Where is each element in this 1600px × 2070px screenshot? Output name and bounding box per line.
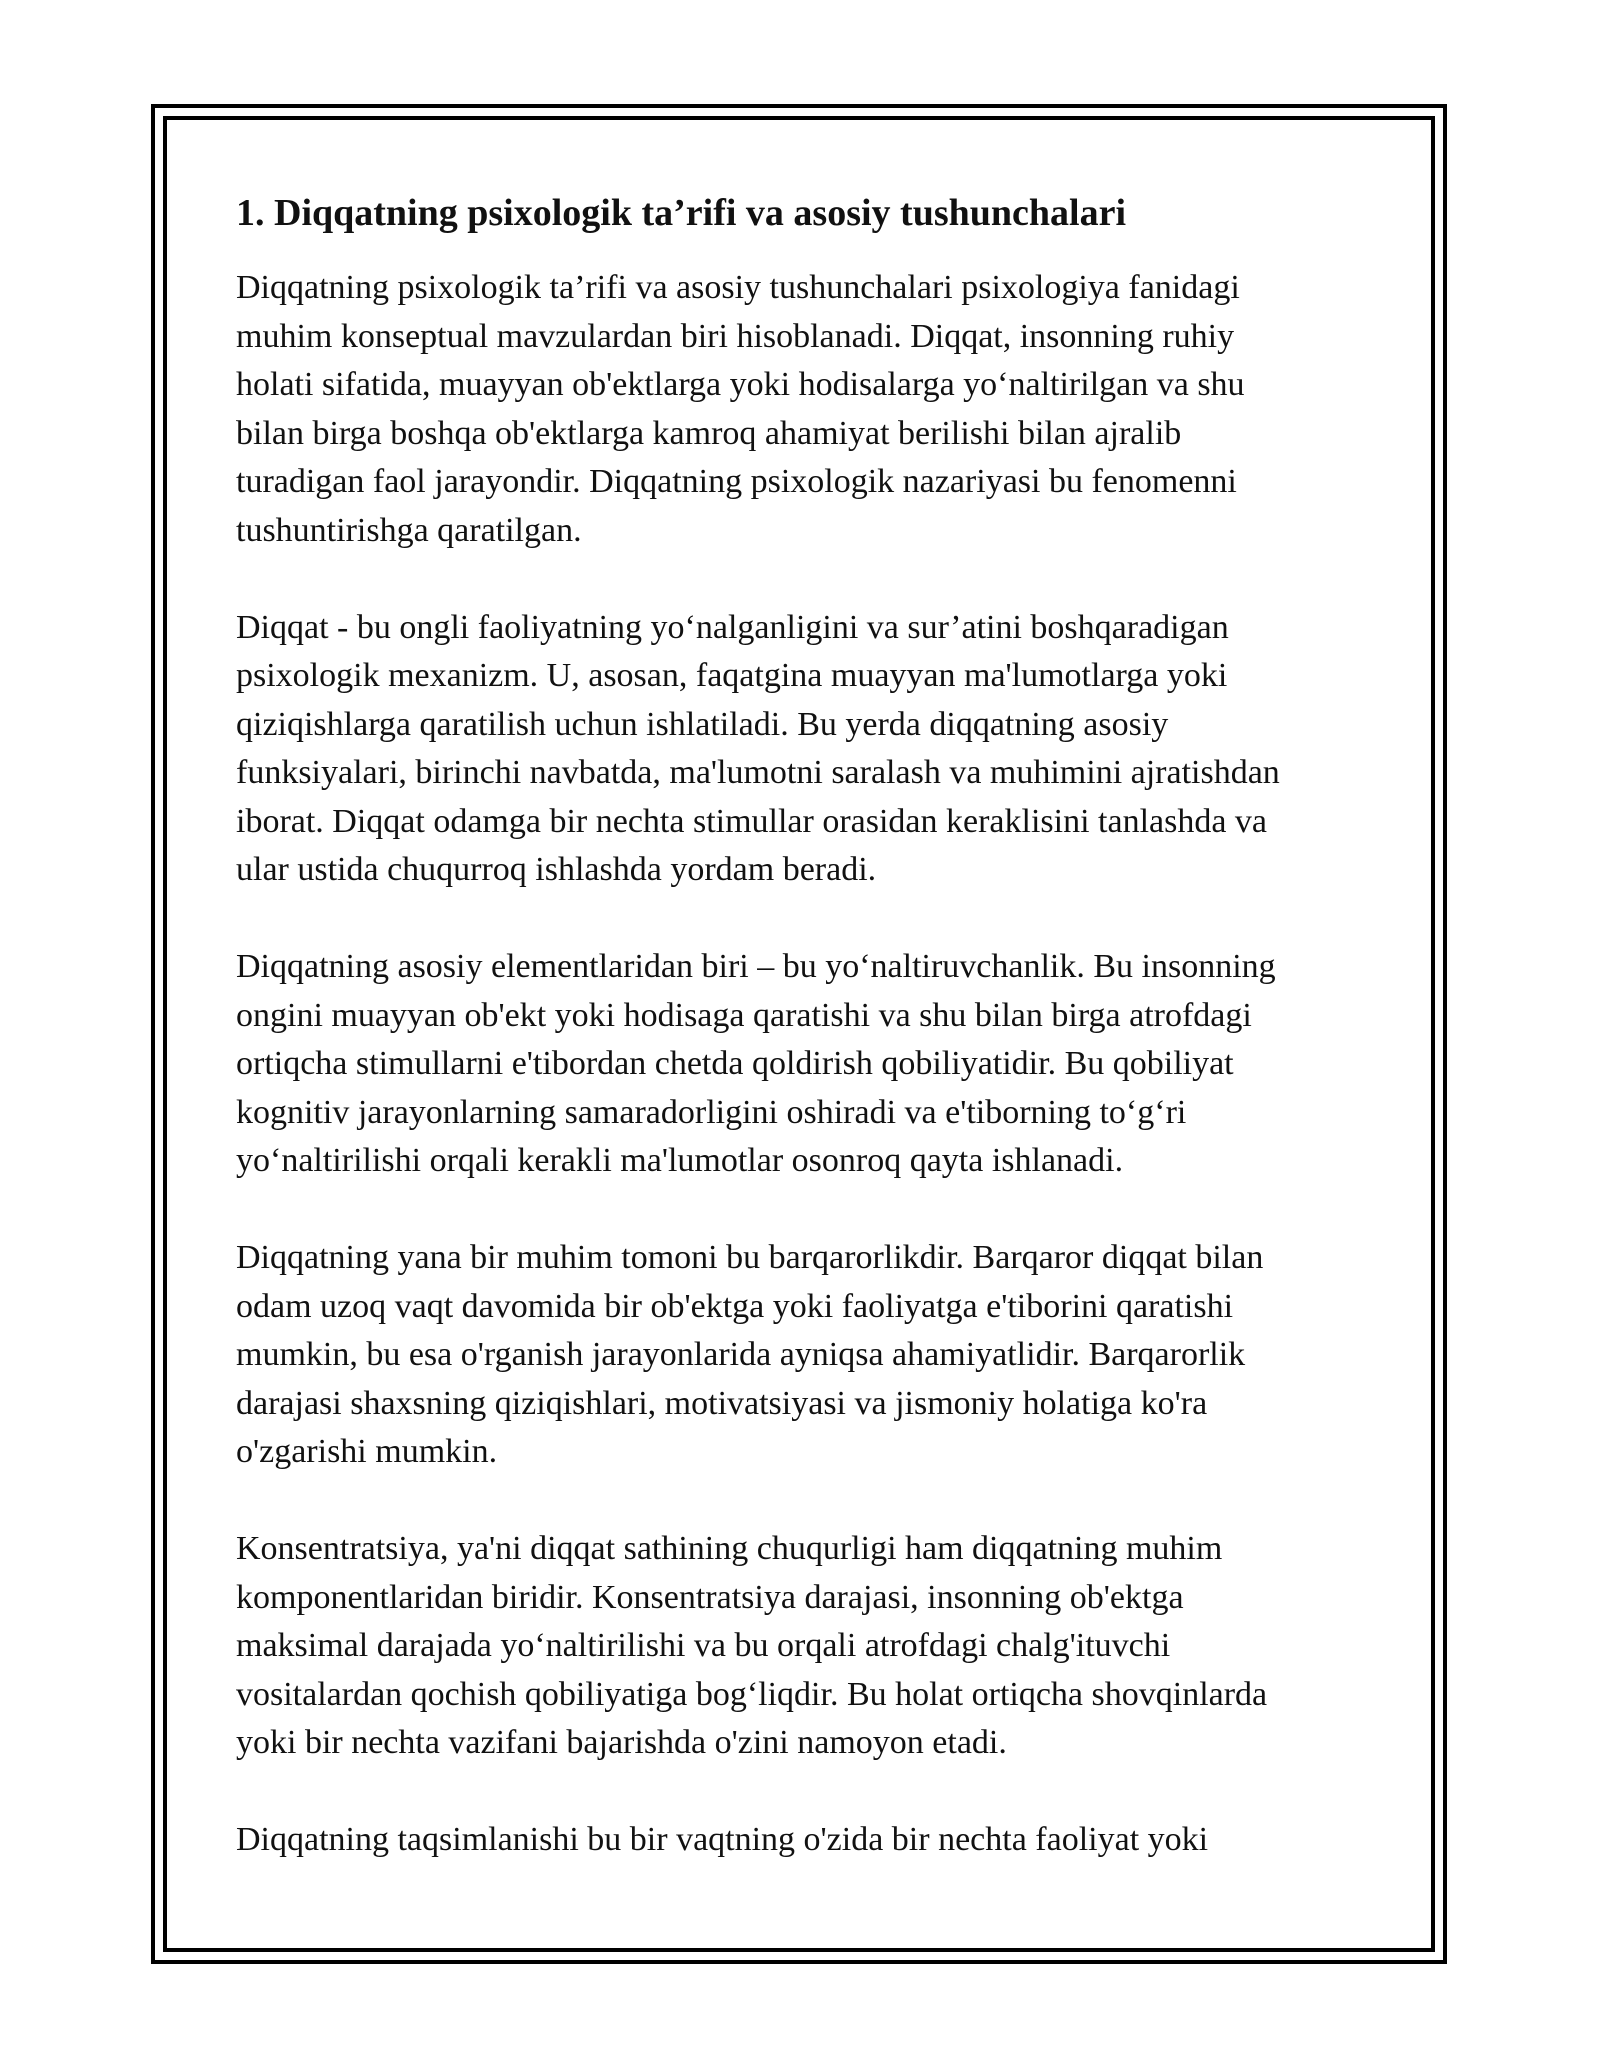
text-line: turadigan faol jarayondir. Diqqatning psixologik nazariyasi bu fenomenni <box>236 463 1237 500</box>
text-line: psixologik mexanizm. U, asosan, faqatgina muayyan ma'lumotlarga yoki <box>236 657 1228 694</box>
text-line: mumkin, bu esa o'rganish jarayonlarida ayniqsa ahamiyatlidir. Barqarorlik <box>236 1336 1246 1373</box>
text-line: holati sifatida, muayyan ob'ektlarga yoki hodisalarga yo‘naltirilgan va shu <box>236 366 1245 403</box>
section-heading: 1. Diqqatning psixologik ta’rifi va asosiy tushunchalari <box>236 192 1127 234</box>
text-line: o'zgarishi mumkin. <box>236 1433 498 1470</box>
document-body <box>236 188 1386 1913</box>
text-line: ular ustida chuqurroq ishlashda yordam beradi. <box>236 851 877 888</box>
text-line: Diqqatning taqsimlanishi bu bir vaqtning o'zida bir nechta faoliyat yoki <box>236 1821 1209 1858</box>
text-line: ortiqcha stimullarni e'tibordan chetda qoldirish qobiliyatidir. Bu qobiliyat <box>236 1045 1234 1082</box>
text-line: komponentlaridan biridir. Konsentratsiya darajasi, insonning ob'ektga <box>236 1578 1184 1616</box>
paragraph-6 <box>236 1816 1386 1865</box>
text-line: ongini muayyan ob'ekt yoki hodisaga qaratishi va shu bilan birga atrofdagi <box>236 996 1252 1034</box>
text-line: maksimal darajada yo‘naltirilishi va bu orqali atrofdagi chalg'ituvchi <box>236 1627 1171 1664</box>
text-line: Diqqatning asosiy elementlaridan biri – bu yo‘naltiruvchanlik. Bu insonning <box>236 948 1276 985</box>
text-line: iborat. Diqqat odamga bir nechta stimullar orasidan keraklisini tanlashda va <box>236 802 1268 840</box>
text-line: Diqqatning yana bir muhim tomoni bu barqarorlikdir. Barqaror diqqat bilan <box>236 1239 1264 1276</box>
text-line: odam uzoq vaqt davomida bir ob'ektga yoki faoliyatga e'tiborini qaratishi <box>236 1287 1234 1325</box>
paragraph-1 <box>236 264 1386 555</box>
text-line: darajasi shaxsning qiziqishlari, motivatsiyasi va jismoniy holatiga ko'ra <box>236 1384 1208 1422</box>
text-line: muhim konseptual mavzulardan biri hisoblanadi. Diqqat, insonning ruhiy <box>236 317 1235 355</box>
text-line: yo‘naltirilishi orqali kerakli ma'lumotlar osonroq qayta ishlanadi. <box>236 1142 1124 1179</box>
text-line: qiziqishlarga qaratilish uchun ishlatiladi. Bu yerda diqqatning asosiy <box>236 705 1169 743</box>
text-line: bilan birga boshqa ob'ektlarga kamroq ahamiyat berilishi bilan ajralib <box>236 414 1182 452</box>
text-line: Diqqat - bu ongli faoliyatning yo‘nalganligini va sur’atini boshqaradigan <box>236 608 1229 646</box>
text-line: yoki bir nechta vazifani bajarishda o'zini namoyon etadi. <box>236 1724 1007 1761</box>
text-line: kognitiv jarayonlarning samaradorligini oshiradi va e'tiborning to‘g‘ri <box>236 1093 1187 1131</box>
text-line: tushuntirishga qaratilgan. <box>236 511 582 549</box>
text-line: funksiyalari, birinchi navbatda, ma'lumotni saralash va muhimini ajratishdan <box>236 754 1280 791</box>
paragraph-2 <box>236 604 1386 895</box>
text-line: vositalardan qochish qobiliyatiga bog‘liqdir. Bu holat ortiqcha shovqinlarda <box>236 1675 1268 1713</box>
text-line: Diqqatning psixologik ta’rifi va asosiy tushunchalari psixologiya fanidagi <box>236 269 1240 306</box>
paragraph-3 <box>236 943 1386 1186</box>
paragraph-4 <box>236 1234 1386 1477</box>
text-line: Konsentratsiya, ya'ni diqqat sathining chuqurligi ham diqqatning muhim <box>236 1530 1223 1567</box>
paragraph-5 <box>236 1525 1386 1768</box>
